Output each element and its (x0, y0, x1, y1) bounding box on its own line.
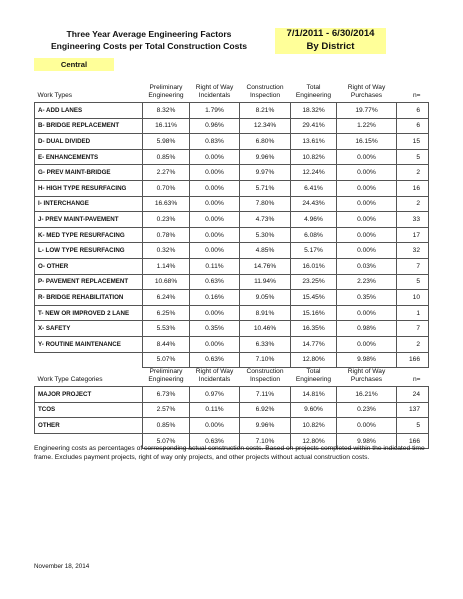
cell-te: 12.24% (291, 165, 337, 181)
total-pe: 5.07% (143, 352, 190, 368)
cell-rowp: 0.00% (337, 165, 397, 181)
cell-rowp: 0.00% (337, 305, 397, 321)
total-row_inc: 0.63% (190, 433, 240, 449)
report-date: November 18, 2014 (34, 563, 90, 570)
cell-row_inc: 0.96% (190, 118, 240, 134)
cell-te: 24.43% (291, 196, 337, 212)
table-row (35, 103, 429, 119)
cell-te: 14.81% (291, 387, 337, 403)
construction-inspection-header: Construction Inspection (246, 368, 284, 383)
table-row (35, 321, 429, 337)
total-n: 166 (397, 433, 429, 449)
cell-n: 2 (397, 196, 429, 212)
table-row (35, 227, 429, 243)
cell-n: 15 (397, 134, 429, 150)
row-name: G- PREV MAINT-BRIDGE (35, 165, 143, 181)
cell-rowp: 1.22% (337, 118, 397, 134)
cell-row_inc: 0.16% (190, 290, 240, 306)
cell-te: 15.45% (291, 290, 337, 306)
title-line-2: Engineering Costs per Total Construction Costs (50, 41, 248, 51)
cell-ci: 4.85% (240, 243, 291, 259)
cell-n: 7 (397, 321, 429, 337)
cell-te: 9.60% (291, 402, 337, 418)
cell-pe: 10.68% (143, 274, 190, 290)
cell-n: 32 (397, 243, 429, 259)
date-range-box (275, 28, 386, 54)
cell-te: 5.17% (291, 243, 337, 259)
cell-row_inc: 0.00% (190, 180, 240, 196)
cell-rowp: 19.77% (337, 103, 397, 119)
header-row (35, 358, 429, 387)
row-incidentals-header: Right of Way Incidentals (195, 368, 234, 383)
total-te: 12.80% (291, 433, 337, 449)
total-pe: 5.07% (143, 433, 190, 449)
cell-row_inc: 0.00% (190, 149, 240, 165)
row-name: Y- ROUTINE MAINTENANCE (35, 336, 143, 352)
cell-row_inc: 0.11% (190, 402, 240, 418)
n-header: n= (412, 376, 421, 383)
cell-rowp: 0.03% (337, 258, 397, 274)
cell-te: 10.82% (291, 149, 337, 165)
table-row (35, 134, 429, 150)
district-label: Central (34, 58, 114, 71)
cell-row_inc: 0.00% (190, 305, 240, 321)
cell-te: 4.96% (291, 212, 337, 228)
cell-pe: 6.24% (143, 290, 190, 306)
cell-ci: 8.21% (240, 103, 291, 119)
cell-te: 15.16% (291, 305, 337, 321)
table-row (35, 305, 429, 321)
cell-row_inc: 0.00% (190, 212, 240, 228)
cell-rowp: 0.00% (337, 418, 397, 434)
cell-rowp: 2.23% (337, 274, 397, 290)
cell-ci: 4.73% (240, 212, 291, 228)
cell-rowp: 0.00% (337, 180, 397, 196)
table-row (35, 243, 429, 259)
cell-n: 24 (397, 387, 429, 403)
cell-row_inc: 0.00% (190, 418, 240, 434)
total-te: 12.80% (291, 352, 337, 368)
table-row (35, 196, 429, 212)
row-purchases-header: Right of Way Purchases (347, 84, 386, 99)
cell-row_inc: 0.00% (190, 336, 240, 352)
cell-ci: 12.34% (240, 118, 291, 134)
cell-ci: 10.46% (240, 321, 291, 337)
cell-pe: 8.32% (143, 103, 190, 119)
cell-n: 7 (397, 258, 429, 274)
section-header: Work Types (37, 92, 73, 99)
total-ci: 7.10% (240, 352, 291, 368)
cell-row_inc: 0.97% (190, 387, 240, 403)
row-name: L- LOW TYPE RESURFACING (35, 243, 143, 259)
row-name: H- HIGH TYPE RESURFACING (35, 180, 143, 196)
row-name: K- MED TYPE RESURFACING (35, 227, 143, 243)
cell-n: 137 (397, 402, 429, 418)
cell-row_inc: 0.35% (190, 321, 240, 337)
cell-pe: 2.27% (143, 165, 190, 181)
cell-n: 6 (397, 118, 429, 134)
cell-ci: 8.91% (240, 305, 291, 321)
cell-n: 2 (397, 165, 429, 181)
table-row (35, 258, 429, 274)
date-range: 7/1/2011 - 6/30/2014 (286, 28, 375, 39)
cell-n: 5 (397, 149, 429, 165)
cell-ci: 9.96% (240, 149, 291, 165)
cell-rowp: 0.00% (337, 336, 397, 352)
cell-row_inc: 0.00% (190, 165, 240, 181)
cell-pe: 16.11% (143, 118, 190, 134)
table-row (35, 165, 429, 181)
cell-te: 16.35% (291, 321, 337, 337)
total-engineering-header: Total Engineering (295, 368, 332, 383)
cell-te: 29.41% (291, 118, 337, 134)
row-name: OTHER (35, 418, 143, 434)
row-name: E- ENHANCEMENTS (35, 149, 143, 165)
cell-ci: 6.33% (240, 336, 291, 352)
cell-n: 5 (397, 274, 429, 290)
cell-pe: 6.25% (143, 305, 190, 321)
cell-pe: 0.32% (143, 243, 190, 259)
cell-row_inc: 0.00% (190, 243, 240, 259)
table-row (35, 118, 429, 134)
cell-pe: 0.70% (143, 180, 190, 196)
cell-te: 14.77% (291, 336, 337, 352)
total-rowp: 9.98% (337, 352, 397, 368)
cell-rowp: 16.21% (337, 387, 397, 403)
table-row (35, 274, 429, 290)
row-name: D- DUAL DIVIDED (35, 134, 143, 150)
footnote: Engineering costs as percentages of corresponding actual construction costs. Based on projects completed within the indicated time frame. Excludes payment projects, right of way only projects, and other projects without actual construction costs. (34, 445, 425, 462)
cell-rowp: 0.00% (337, 243, 397, 259)
cell-ci: 5.71% (240, 180, 291, 196)
cell-te: 18.32% (291, 103, 337, 119)
cell-pe: 16.63% (143, 196, 190, 212)
cell-n: 10 (397, 290, 429, 306)
cell-pe: 5.98% (143, 134, 190, 150)
cell-ci: 9.05% (240, 290, 291, 306)
table-row (35, 402, 429, 418)
row-name: B- BRIDGE REPLACEMENT (35, 118, 143, 134)
cell-n: 1 (397, 305, 429, 321)
cell-ci: 7.11% (240, 387, 291, 403)
cell-pe: 5.53% (143, 321, 190, 337)
cell-rowp: 0.98% (337, 321, 397, 337)
table-row (35, 387, 429, 403)
cell-pe: 0.78% (143, 227, 190, 243)
cell-ci: 11.94% (240, 274, 291, 290)
row-name: X- SAFETY (35, 321, 143, 337)
preliminary-engineering-header: Preliminary Engineering (148, 84, 184, 99)
cell-n: 17 (397, 227, 429, 243)
row-name: A- ADD LANES (35, 103, 143, 119)
cell-pe: 6.73% (143, 387, 190, 403)
n-header: n= (412, 92, 421, 99)
table-row (35, 418, 429, 434)
cell-ci: 7.80% (240, 196, 291, 212)
row-purchases-header: Right of Way Purchases (347, 368, 386, 383)
row-name: T- NEW OR IMPROVED 2 LANE (35, 305, 143, 321)
cell-pe: 8.44% (143, 336, 190, 352)
cell-rowp: 0.00% (337, 196, 397, 212)
cell-te: 23.25% (291, 274, 337, 290)
cell-pe: 0.23% (143, 212, 190, 228)
total-row_inc: 0.63% (190, 352, 240, 368)
cell-row_inc: 0.11% (190, 258, 240, 274)
report-title (34, 28, 264, 52)
total-engineering-header: Total Engineering (295, 84, 332, 99)
total-rowp: 9.98% (337, 433, 397, 449)
header-row (35, 74, 429, 103)
section-header: Work Type Categories (37, 376, 103, 383)
row-name: P- PAVEMENT REPLACEMENT (35, 274, 143, 290)
table-row (35, 149, 429, 165)
table-row (35, 290, 429, 306)
cell-ci: 5.30% (240, 227, 291, 243)
table-row (35, 212, 429, 228)
cell-te: 13.61% (291, 134, 337, 150)
row-name: TCOS (35, 402, 143, 418)
total-ci: 7.10% (240, 433, 291, 449)
cell-ci: 9.96% (240, 418, 291, 434)
table-row (35, 180, 429, 196)
cell-row_inc: 1.79% (190, 103, 240, 119)
cell-row_inc: 0.00% (190, 196, 240, 212)
cell-pe: 1.14% (143, 258, 190, 274)
cell-n: 33 (397, 212, 429, 228)
cell-te: 16.01% (291, 258, 337, 274)
cell-row_inc: 0.83% (190, 134, 240, 150)
cell-n: 6 (397, 103, 429, 119)
cell-ci: 9.97% (240, 165, 291, 181)
cell-ci: 14.76% (240, 258, 291, 274)
cell-rowp: 16.15% (337, 134, 397, 150)
cell-ci: 6.80% (240, 134, 291, 150)
cell-pe: 0.85% (143, 418, 190, 434)
cell-rowp: 0.23% (337, 402, 397, 418)
row-name: R- BRIDGE REHABILITATION (35, 290, 143, 306)
cell-n: 5 (397, 418, 429, 434)
cell-ci: 6.92% (240, 402, 291, 418)
cell-row_inc: 0.00% (190, 227, 240, 243)
cell-te: 6.08% (291, 227, 337, 243)
cell-pe: 0.85% (143, 149, 190, 165)
row-incidentals-header: Right of Way Incidentals (195, 84, 234, 99)
cell-row_inc: 0.63% (190, 274, 240, 290)
cell-pe: 2.57% (143, 402, 190, 418)
cell-te: 6.41% (291, 180, 337, 196)
cell-te: 10.82% (291, 418, 337, 434)
construction-inspection-header: Construction Inspection (246, 84, 284, 99)
cell-rowp: 0.00% (337, 227, 397, 243)
total-n: 166 (397, 352, 429, 368)
cell-rowp: 0.00% (337, 212, 397, 228)
cell-rowp: 0.00% (337, 149, 397, 165)
row-name: J- PREV MAINT-PAVEMENT (35, 212, 143, 228)
row-name: I- INTERCHANGE (35, 196, 143, 212)
work-types-table (34, 74, 429, 368)
cell-n: 2 (397, 336, 429, 352)
row-name: MAJOR PROJECT (35, 387, 143, 403)
title-line-1: Three Year Average Engineering Factors (66, 29, 232, 39)
cell-rowp: 0.35% (337, 290, 397, 306)
cell-n: 16 (397, 180, 429, 196)
preliminary-engineering-header: Preliminary Engineering (148, 368, 184, 383)
work-type-categories-table (34, 358, 429, 449)
table-row (35, 336, 429, 352)
row-name: O- OTHER (35, 258, 143, 274)
by-district-label: By District (306, 40, 355, 52)
